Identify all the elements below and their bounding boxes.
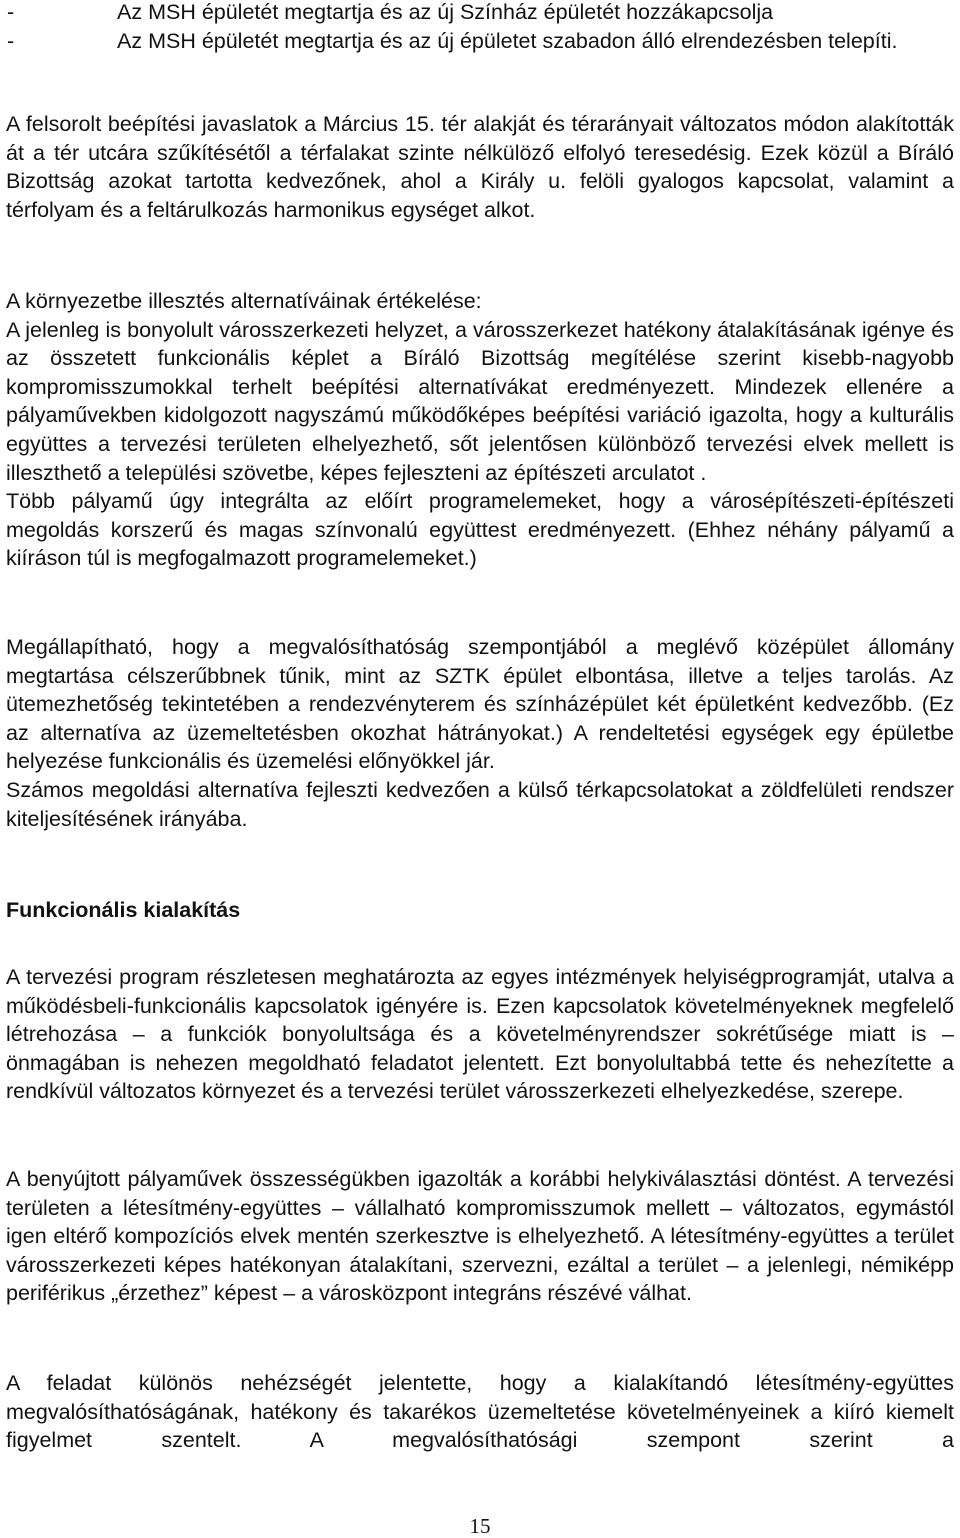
paragraph-text: Több pályamű úgy integrálta az előírt programelemeket, hogy a városépítészeti-építészeti megoldás korszerű és magas színvonalú együttest eredményezett. (Ehhez néhány pályamű a kiíráson túl is megfogalmazott programelemeket.): [6, 489, 954, 571]
paragraph-text: Megállapítható, hogy a megvalósíthatóság szempontjából a meglévő középület állomány megtartása célszerűbbnek tűnik, mint az SZTK épület elbontása, illetve a teljes tarolás. Az ütemezhetőség tekintetében a rendezvényterem és színházépület két épületként kedvezőbb. (Ez az alternatíva az üzemeltetésben okozhat hátrányokat.) A rendeltetési egységek egy épületbe helyezése funkcionális és üzemelési előnyökkel jár.: [6, 635, 954, 774]
list-item-text: Az MSH épületét megtartja és az új épületet szabadon álló elrendezésben telepíti.: [117, 28, 898, 53]
section-heading: [6, 896, 954, 925]
list-marker: -: [7, 28, 15, 53]
paragraph-tér-alakja: [6, 110, 954, 224]
page-number: 15: [469, 1514, 491, 1538]
list-item: [6, 27, 954, 56]
paragraph-kornyezetbe-illesztes: [6, 287, 954, 573]
paragraph-text: A felsorolt beépítési javaslatok a Március 15. tér alakját és térarányait változatos módon alakították át a tér utcára szűkítésétől a térfalakat szinte nélkülöző elfolyó teresedésig. Ezek közül a Bíráló Bizottság azokat tartotta kedvezőnek, ahol a Király u. felöli gyalogos kapcsolat, valamint a térfolyam és a feltárulkozás harmonikus egységet alkot.: [6, 112, 954, 222]
paragraph-text: A benyújtott pályaművek összességükben igazolták a korábbi helykiválasztási döntést. A tervezési területen a létesítmény-együttes – vállalható kompromisszumok mellett – változatos, egymástól igen eltérő kompozíciós elvek mentén szerkesztve is elhelyezhető. A létesítmény-együttes a terület városszerkezeti képes hatékonyan átalakítani, szervezni, ezáltal a terület – a jelenlegi, némiképp periférikus „érzethez” képest – a városközpont integráns részévé válhat.: [6, 1167, 954, 1306]
list-item-text: Az MSH épületét megtartja és az új Színház épületét hozzákapcsolja: [117, 0, 774, 24]
paragraph-text: A feladat különös nehézségét jelentette, hogy a kialakítandó létesítmény-együttes megvalósíthatóságának, hatékony és takarékos üzemeltetése követelményeinek a kiíró kiemelt figyelmet szentelt. A megvalósíthatósági szempont szerint a: [6, 1371, 954, 1453]
list-marker: -: [7, 0, 15, 24]
list-item: [6, 0, 954, 27]
paragraph-feladat-nehezsege: [6, 1369, 954, 1455]
paragraph-megvalosithatosag: [6, 633, 954, 833]
dash-list: [6, 0, 954, 55]
paragraph-text: A tervezési program részletesen meghatározta az egyes intézmények helyiségprogramját, utalva a működésbeli-funkcionális kapcsolatok igényére is. Ezen kapcsolatok követelményeknek megfelelő létrehozása – a funkciók bonyolultsága és a követelményrendszer sokrétűsége miatt is – önmagában is nehezen megoldható feladatot jelentett. Ezt bonyolultabbá tette és nehezítette a rendkívül változatos környezet és a tervezési terület városszerkezeti elhelyezkedése, szerepe.: [6, 965, 954, 1104]
paragraph-tervezesi-program: [6, 963, 954, 1106]
paragraph-benyujtott-palyamuvek: [6, 1165, 954, 1308]
paragraph-title: A környezetbe illesztés alternatíváinak értékelése:: [6, 289, 482, 313]
heading-text: Funkcionális kialakítás: [6, 898, 241, 922]
paragraph-text: A jelenleg is bonyolult városszerkezeti helyzet, a városszerkezet hatékony átalakításának igénye és az összetett funkcionális képlet a Bíráló Bizottság megítélése szerint kisebb-nagyobb kompromisszumokkal terhelt beépítési alternatívákat eredményezett. Mindezek ellenére a pályaművekben kidolgozott nagyszámú működőképes beépítési variáció igazolta, hogy a kulturális együttes a tervezési területen elhelyezhető, sőt jelentősen különböző tervezési elvek mellett is illeszthető a települési szövetbe, képes fejleszteni az építészeti arculatot .: [6, 317, 954, 485]
paragraph-text: Számos megoldási alternatíva fejleszti kedvezően a külső térkapcsolatokat a zöldfelületi rendszer kiteljesítésének irányába.: [6, 777, 954, 831]
